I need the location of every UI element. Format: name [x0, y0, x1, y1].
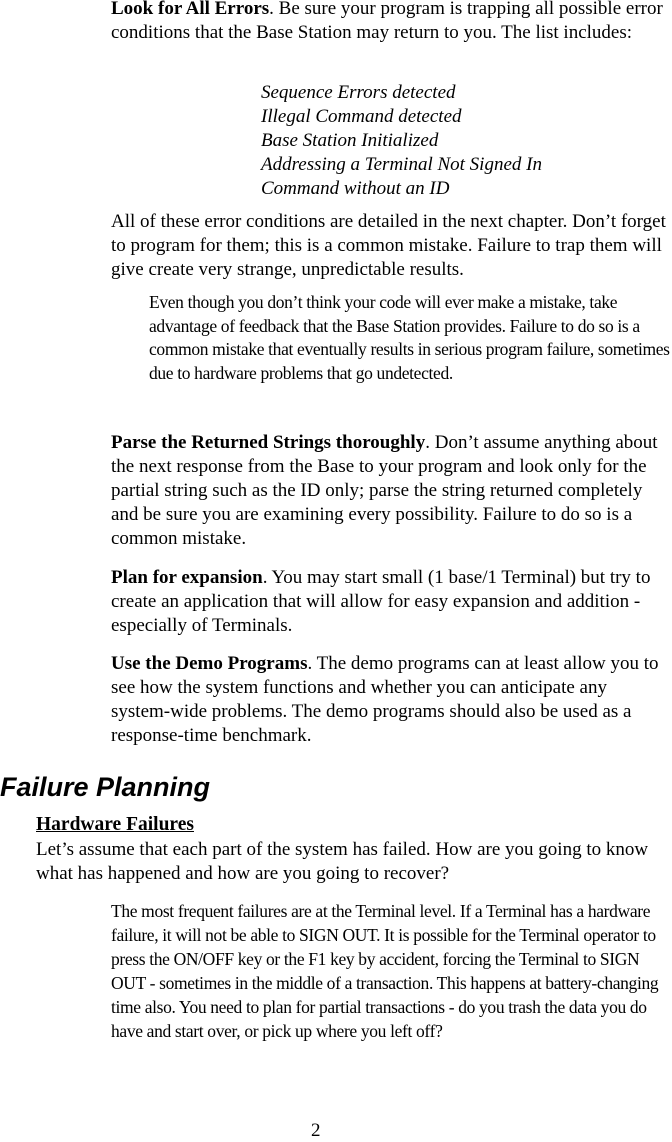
error-list [261, 81, 661, 201]
expansion-lead: Plan for expansion [111, 567, 263, 588]
subsection-heading: Hardware Failures [36, 814, 194, 835]
page-number: 2 [311, 1120, 321, 1141]
error-list-item: Base Station Initialized [261, 130, 439, 151]
error-list-item: Command without an ID [261, 178, 450, 199]
error-list-item: Addressing a Terminal Not Signed In [261, 154, 542, 175]
errors-paragraph [111, 0, 672, 45]
expansion-text: . You may start small (1 base/1 Terminal) but try to create an application that will allow for easy expansion and addition - especially of Terminals. [111, 567, 651, 636]
errors-lead: Look for All Errors [111, 0, 270, 19]
error-list-item: Sequence Errors detected [261, 82, 456, 103]
demo-paragraph [111, 652, 669, 748]
hardware-note-paragraph: The most frequent failures are at the Terminal level. If a Terminal has a hardware failure, it will not be able to SIGN OUT. It is possible for the Terminal operator to press the ON/OFF key or the F1 key by accident, forcing the Terminal to SIGN OUT - sometimes in the middle of a transaction. This happens at battery-changing time also. You need to plan for partial transactions - do you trash the data you do have and start over, or pick up where you left off? [111, 901, 659, 1041]
expansion-paragraph [111, 566, 661, 638]
demo-lead: Use the Demo Programs [111, 653, 308, 674]
section-heading: Failure Planning [0, 772, 211, 802]
errors-detail-paragraph: All of these error conditions are detailed in the next chapter. Don’t forget to program for them; this is a common mistake. Failure to trap them will give create very strange, unpredictable results. [111, 211, 666, 280]
hardware-intro-paragraph: Let’s assume that each part of the system has failed. How are you going to know what has happened and how are you going to recover? [36, 839, 649, 884]
demo-text: . The demo programs can at least allow you to see how the system functions and whether you can anticipate any system-wide problems. The demo programs should also be used as a response-time benchmark. [111, 653, 659, 746]
errors-text: . Be sure your program is trapping all possible error conditions that the Base Station may return to you. The list includes: [111, 0, 663, 43]
parse-paragraph [111, 431, 666, 551]
error-list-item: Illegal Command detected [261, 106, 462, 127]
parse-text: . Don’t assume anything about the next response from the Base to your program and look only for the partial string such as the ID only; parse the string returned completely and be sure you are examining every possibility. Failure to do so is a common mistake. [111, 432, 658, 549]
parse-lead: Parse the Returned Strings thoroughly [111, 432, 426, 453]
errors-note-paragraph: Even though you don’t think your code will ever make a mistake, take advantage of feedback that the Base Station provides. Failure to do so is a common mistake that eventually results in serious program failure, sometimes due to hardware problems that go undetected. [149, 292, 670, 383]
